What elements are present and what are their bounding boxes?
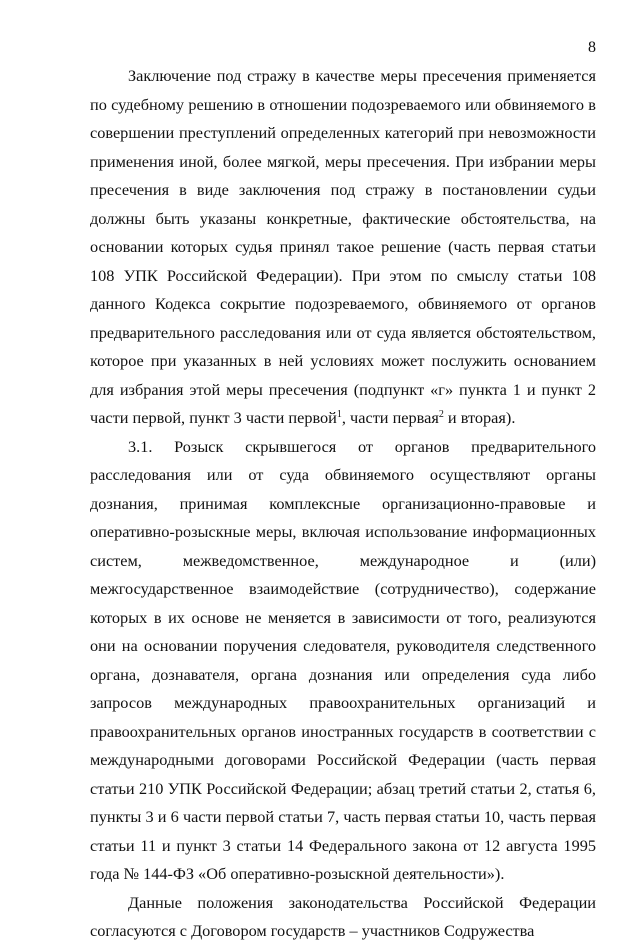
- paragraph-text: и вторая).: [443, 408, 516, 427]
- page-number: 8: [588, 39, 596, 56]
- superscript-mark: 1: [336, 409, 342, 420]
- paragraph-text: , части первая: [341, 408, 439, 427]
- document-body: [90, 62, 596, 946]
- paragraph-detention-measure: [90, 62, 596, 433]
- paragraph-text: Заключение под стражу в качестве меры пресечения применяется по судебному решению в отношении подозреваемого или обвиняемого в совершении преступлений определенных категорий при невозможности применения иной, более мягкой, меры пресечения. При избрании меры пресечения в виде заключения под стражу в постановлении судьи должны быть указаны конкретные, фактические обстоятельства, на основании которых судья принял такое решение (часть первая статьи 108 УПК Российской Федерации). При этом по смыслу статьи 108 данного Кодекса сокрытие подозреваемого, обвиняемого от органов предварительного расследования или от суда является обстоятельством, которое при указанных в ней условиях может послужить основанием для избрания этой меры пресечения (подпункт «г» пункта 1 и пункт 2 части первой, пункт 3 части первой: [90, 66, 596, 427]
- paragraph-search-3-1: 3.1. Розыск скрывшегося от органов предварительного расследования или от суда обвиняемого осуществляют органы дознания, принимая комплексные организационно-правовые и оперативно-розыскные меры, включая использование информационных систем, межведомственное, международное и (или) межгосударственное взаимодействие (сотрудничество), содержание которых в их основе не меняется в зависимости от того, реализуются они на основании поручения следователя, руководителя следственного органа, дознавателя, органа дознания или определения суда либо запросов международных правоохранительных организаций и правоохранительных органов иностранных государств в соответствии с международными договорами Российской Федерации (часть первая статьи 210 УПК Российской Федерации; абзац третий статьи 2, статья 6, пункты 3 и 6 части первой статьи 7, часть первая статьи 10, часть первая статьи 11 и пункт 3 статьи 14 Федерального закона от 12 августа 1995 года № 144-ФЗ «Об оперативно-розыскной деятельности»).: [90, 436, 596, 883]
- superscript-mark: 2: [438, 409, 444, 420]
- paragraph-provisions: Данные положения законодательства Российской Федерации согласуются с Договором государств – участников Содружества: [90, 892, 596, 940]
